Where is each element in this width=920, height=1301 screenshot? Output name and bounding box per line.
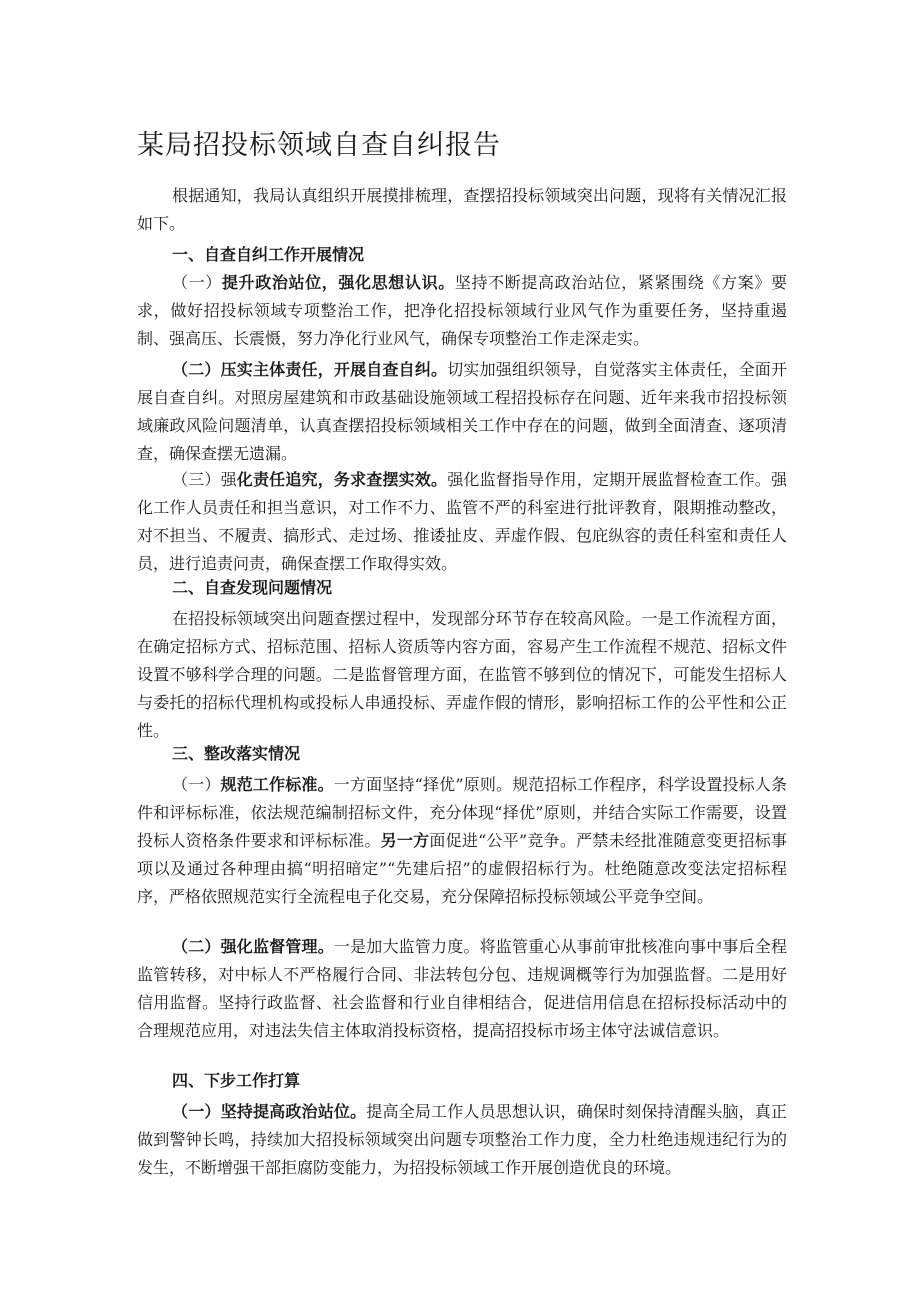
section-heading-1: 一、自查自纠工作开展情况 <box>172 245 365 264</box>
paragraph-body: 强化监督指导作用，定期开展监督检查工作。强化工作人员责任和担当意识，对工作不力、监管不严的科室进行批评教育，限期推动整改，对不担当、不履责、搞形式、走过场、推诿扯皮、弄虚作假、包庇纵容的责任科室和责任人员，进行追责问责，确保查摆工作取得实效。 <box>137 470 787 573</box>
paragraph-lead: 规范工作标准。 <box>220 775 334 794</box>
section-3-paragraph-1 <box>137 771 787 911</box>
document-title: 某局招投标领域自查自纠报告 <box>137 130 501 161</box>
section-2-paragraph-1 <box>137 605 787 745</box>
paragraph-body: 一方面坚持“择优”原则。规范招标工作程序，科学设置投标人条件和评标标准，依法规范编制招标文件，充分体现“择优”原则，并结合实际工作需要，设置投标人资格条件要求和评标标准。 <box>137 775 787 850</box>
paragraph-body: 切实加强组织领导，自觉落实主体责任，全面开展自查自纠。对照房屋建筑和市政基础设施领域工程招投标存在问题、近年来我市招投标领域廉政风险问题清单，认真查摆招投标领域相关工作中存在的问题，做到全面清查、逐项清查，确保查摆无遗漏。 <box>137 360 787 463</box>
paragraph-lead: 提升政治站位，强化思想认识。 <box>221 273 455 292</box>
section-3-paragraph-2 <box>137 933 787 1045</box>
paragraph-prefix: （一） <box>172 273 222 292</box>
paragraph-prefix: （一） <box>172 775 221 794</box>
paragraph-lead-2: 另一方 <box>380 831 430 850</box>
paragraph-body-2: 面促进“公平”竞争。严禁未经批准随意变更招标事项以及通过各种理由搞“明招暗定”“先建后招”的虚假招标行为。杜绝随意改变法定招标程序，严格依照规范实行全流程电子化交易，充分保障招标投标领域公平竞争空间。 <box>137 831 787 906</box>
paragraph-prefix: （二） <box>172 937 221 956</box>
section-1-paragraph-3 <box>137 466 787 578</box>
paragraph-prefix: （三）强 <box>172 470 237 489</box>
section-4-paragraph-1 <box>137 1098 787 1182</box>
paragraph-lead: 压实主体责任，开展自查自纠。 <box>220 360 448 379</box>
paragraph-body: 提高全局工作人员思想认识，确保时刻保持清醒头脑，真正做到警钟长鸣，持续加大招投标领域突出问题专项整治工作力度，全力杜绝违规违纪行为的发生，不断增强干部拒腐防变能力，为招投标领域工作开展创造优良的环境。 <box>137 1102 787 1177</box>
paragraph-lead: 坚持提高政治站位。 <box>220 1102 367 1121</box>
paragraph-lead: 强化监督管理。 <box>220 937 334 956</box>
section-heading-3: 三、整改落实情况 <box>172 744 301 763</box>
paragraph-prefix: （一） <box>172 1102 221 1121</box>
paragraph-body: 坚持不断提高政治站位，紧紧围绕《方案》要求，做好招投标领域专项整治工作，把净化招投标领域行业风气作为重要任务，坚持重遏制、强高压、长震慑，努力净化行业风气，确保专项整治工作走深走实。 <box>137 273 787 348</box>
paragraph-body: 一是加大监管力度。将监管重心从事前审批核准向事中事后全程监管转移，对中标人不严格履行合同、非法转包分包、违规调概等行为加强监督。二是用好信用监督。坚持行政监督、社会监督和行业自律相结合，促进信用信息在招标投标活动中的合理规范应用，对违法失信主体取消投标资格，提高招投标市场主体守法诚信意识。 <box>137 937 787 1040</box>
section-1-paragraph-2 <box>137 356 787 468</box>
section-1-paragraph-1 <box>137 269 787 353</box>
section-heading-4: 四、下步工作打算 <box>172 1071 301 1090</box>
paragraph-prefix: （二） <box>172 360 221 379</box>
section-heading-2: 二、自查发现问题情况 <box>172 578 333 597</box>
paragraph-lead: 化责任追究，务求查摆实效。 <box>236 470 448 489</box>
intro-paragraph: 根据通知，我局认真组织开展摸排梳理，查摆招投标领域突出问题，现将有关情况汇报如下。 <box>137 186 787 233</box>
paragraph-body: 在招投标领域突出问题查摆过程中，发现部分环节存在较高风险。一是工作流程方面，在确定招标方式、招标范围、招标人资质等内容方面，容易产生工作流程不规范、招标文件设置不够科学合理的问题。二是监督管理方面，在监管不够到位的情况下，可能发生招标人与委托的招标代理机构或投标人串通投标、弄虚作假的情形，影响招标工作的公平性和公正性。 <box>137 609 787 740</box>
